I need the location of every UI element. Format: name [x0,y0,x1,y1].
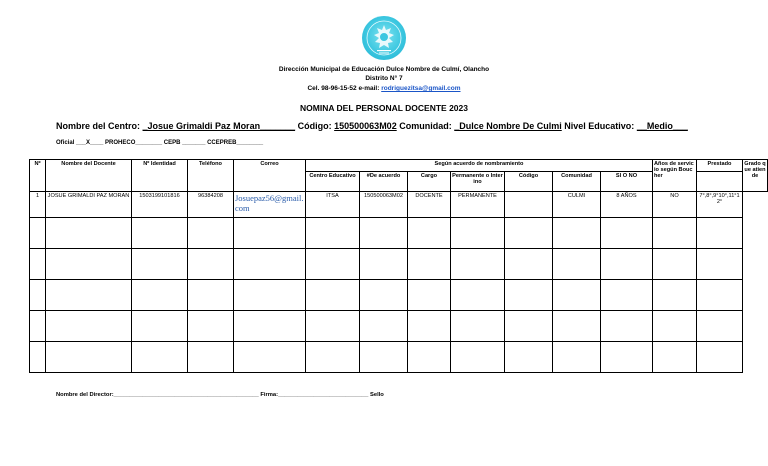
cell-correo: Josuepaz56@gmail.com [234,192,306,218]
col-header-prestado: Prestado [697,160,743,172]
subheader-comunidad: Comunidad [553,172,601,192]
centro-comunidad-label: Comunidad: [399,121,452,131]
firma-label: Firma: [260,392,279,398]
institution-seal-logo [362,16,406,60]
cell-codigo [505,192,553,218]
firma-blank: ____________________________ [278,392,369,398]
col-header-anios: Años de servicio según Boucher [653,160,697,192]
cell-comunidad: CULMI [553,192,601,218]
teacher-roster-table [29,159,768,373]
centro-nombre-label: Nombre del Centro: [56,121,141,131]
cell-permanente: PERMANENTE [451,192,505,218]
col-header-correo: Correo [234,160,306,192]
cell-num: 1 [30,192,46,218]
col-header-telefono: Teléfono [188,160,234,192]
table-row-empty [30,311,768,342]
centro-comunidad-value: _Dulce Nombre De Culmi [454,121,562,131]
cell-acuerdo: 150500063M02 [360,192,408,218]
header-line-2: Distrito N° 7 [365,75,403,82]
cell-centro: ITSA [306,192,360,218]
centro-codigo-value: 150500063M02 [334,121,397,131]
subheader-cargo: Cargo [408,172,451,192]
table-row [30,192,768,218]
col-header-nombre: Nombre del Docente [46,160,132,192]
director-blank: _____________________________________________ [113,392,259,398]
document-title: NOMINA DEL PERSONAL DOCENTE 2023 [300,103,468,113]
centro-nombre-value: _Josue Grimaldi Paz Moran_______ [142,121,296,131]
director-label: Nombre del Director: [56,392,114,398]
subheader-num-acuerdo: #De acuerdo [360,172,408,192]
sello-label: Sello [370,392,384,398]
header-phone: Cel. 98-96-15-52 [307,85,357,92]
table-row-empty [30,218,768,249]
col-header-identidad: Nº Identidad [132,160,188,192]
header-line-1: Dirección Municipal de Educación Dulce Nombre de Culmí, Olancho [278,66,490,73]
subheader-centro: Centro Educativo [306,172,360,192]
cell-identidad: 1503199101816 [132,192,188,218]
subheader-permanente: Permanente o Interino [451,172,505,192]
signature-line [56,392,384,398]
header-email-link[interactable]: rodriguezitsa@gmail.com [381,85,461,92]
cell-anios: 8 AÑOS [601,192,653,218]
cell-prestado: NO [653,192,697,218]
program-type-line: Oficial ___X____ PROHECO________ CEPB _______ CCEPREB________ [56,140,264,146]
table-row-empty [30,342,768,373]
cell-cargo: DOCENTE [408,192,451,218]
centro-nivel-label: Nivel Educativo: [564,121,635,131]
centro-codigo-label: Código: [297,121,332,131]
header-email-label: e-mail: [358,85,380,92]
subheader-si-no: SI O NO [601,172,653,192]
table-row-empty [30,249,768,280]
subheader-codigo: Código [505,172,553,192]
centro-info-line [56,121,688,131]
cell-grado: 7°,8°,9°10°,11°12° [697,192,743,218]
header-contact [0,85,768,93]
col-header-acuerdo: Según acuerdo de nombramiento [306,160,653,172]
cell-nombre: JOSUE GRIMALDI PAZ MORAN [46,192,132,218]
col-header-grado: Grado que atiende [743,160,768,192]
table-row-empty [30,280,768,311]
centro-nivel-value: __Medio___ [636,121,688,131]
cell-telefono: 96384208 [188,192,234,218]
col-header-num: Nº [30,160,46,192]
